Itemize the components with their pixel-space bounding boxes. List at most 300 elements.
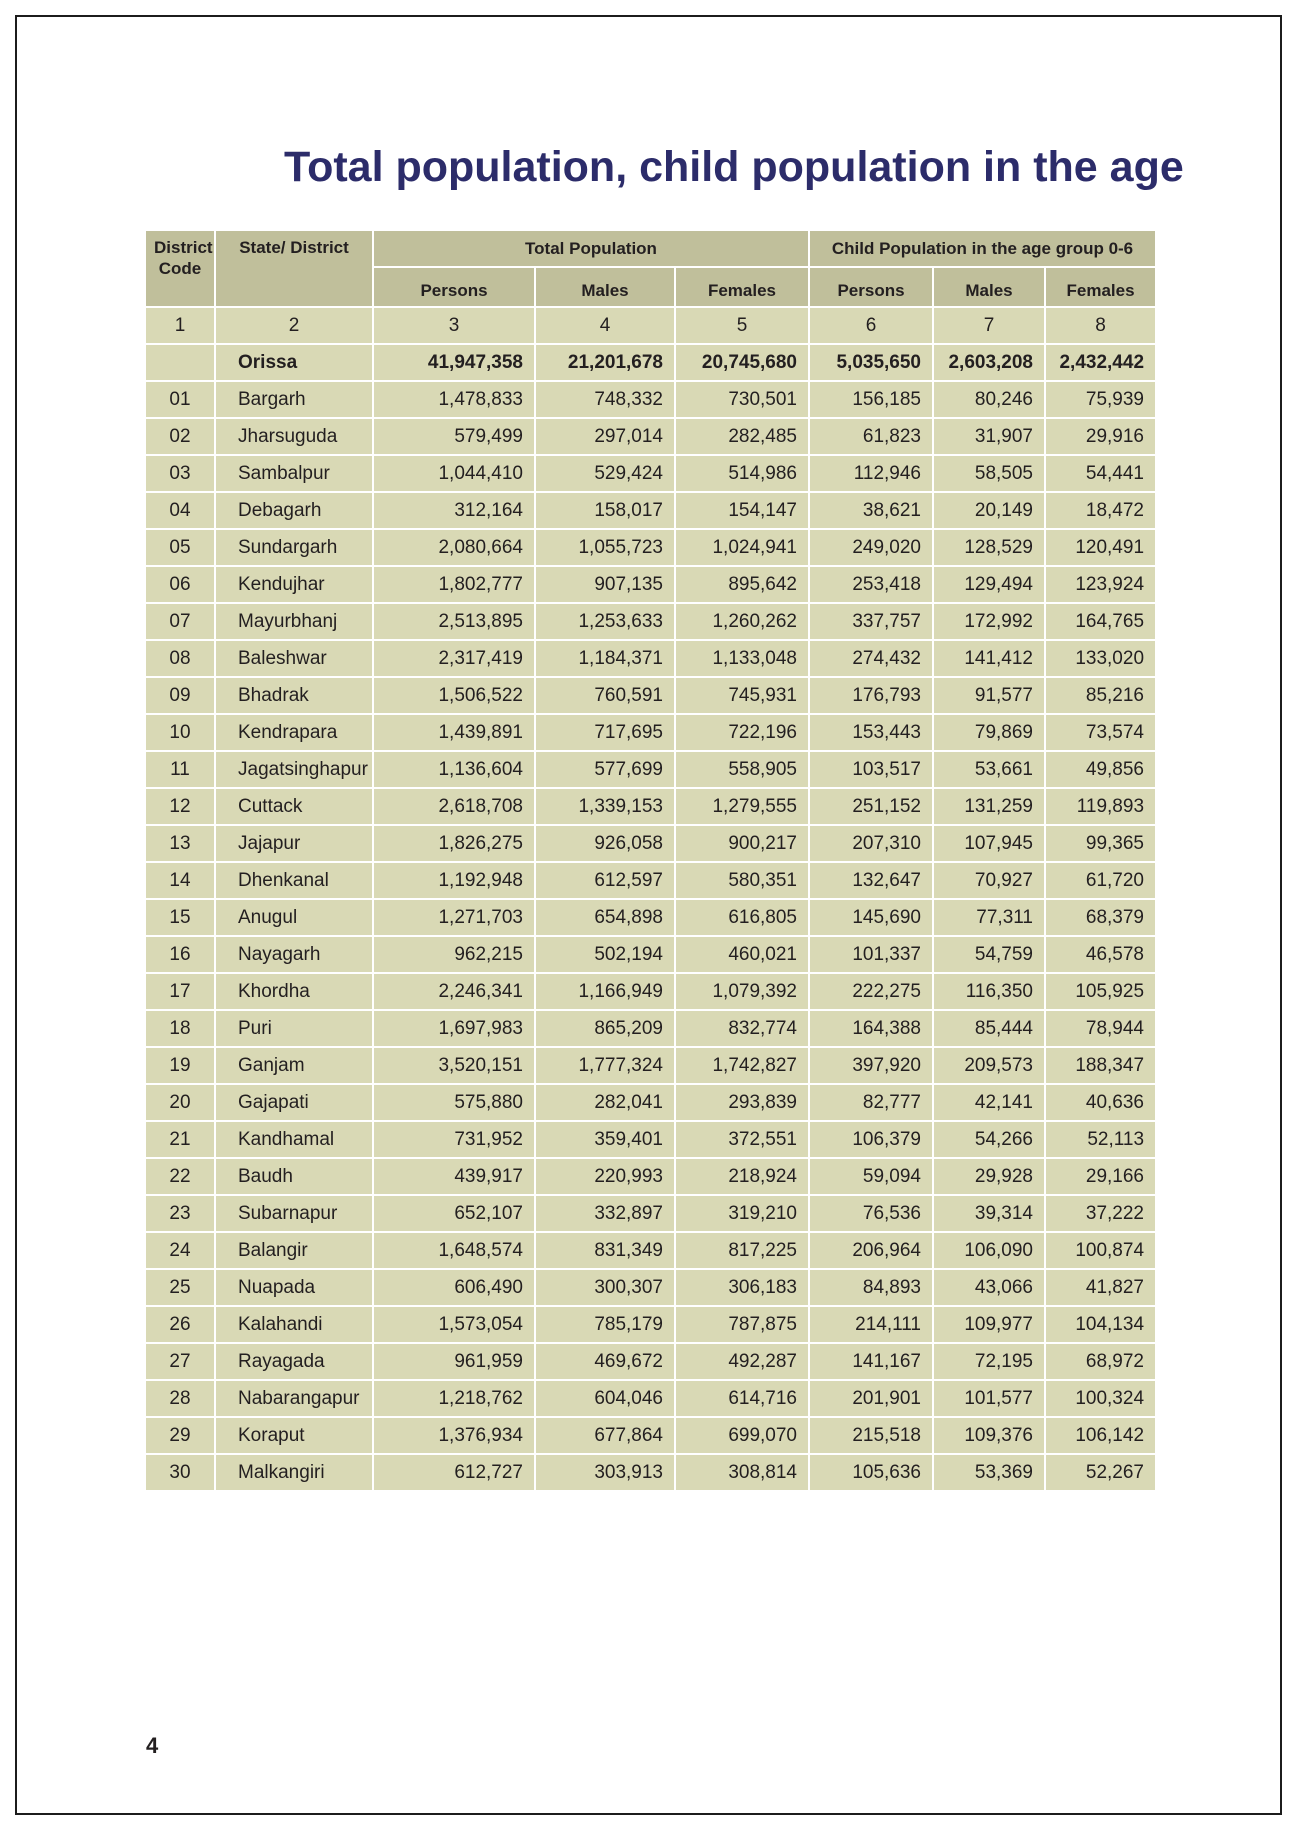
- table-row: [145, 1380, 1156, 1417]
- header-total-males: Males: [535, 267, 675, 307]
- total-persons-cell: 1,192,948: [373, 862, 535, 899]
- child-males-cell: 53,661: [933, 751, 1045, 788]
- total-females-cell: 580,351: [675, 862, 809, 899]
- child-persons-cell: 251,152: [809, 788, 933, 825]
- child-males-cell: 80,246: [933, 381, 1045, 418]
- child-females-cell: 37,222: [1045, 1195, 1156, 1232]
- total-females-cell: 154,147: [675, 492, 809, 529]
- table-row: [145, 1010, 1156, 1047]
- table-row: [145, 1084, 1156, 1121]
- total-persons-cell: 2,513,895: [373, 603, 535, 640]
- child-females-cell: 133,020: [1045, 640, 1156, 677]
- column-number: 2: [215, 307, 373, 344]
- total-persons-cell: 1,648,574: [373, 1232, 535, 1269]
- total-persons-cell: 2,317,419: [373, 640, 535, 677]
- total-persons-cell: 2,246,341: [373, 973, 535, 1010]
- district-code-cell: 08: [145, 640, 215, 677]
- total-persons-cell: 1,506,522: [373, 677, 535, 714]
- district-name-cell: Kandhamal: [215, 1121, 373, 1158]
- child-females-cell: 68,379: [1045, 899, 1156, 936]
- child-males-cell: 128,529: [933, 529, 1045, 566]
- total-persons-cell: 1,218,762: [373, 1380, 535, 1417]
- child-persons-cell: 176,793: [809, 677, 933, 714]
- child-persons-cell: 153,443: [809, 714, 933, 751]
- child-males-cell: 109,977: [933, 1306, 1045, 1343]
- child-females-cell: 41,827: [1045, 1269, 1156, 1306]
- child-males-cell: 209,573: [933, 1047, 1045, 1084]
- district-name-cell: Bargarh: [215, 381, 373, 418]
- total-females-cell: 460,021: [675, 936, 809, 973]
- district-name-cell: Kendrapara: [215, 714, 373, 751]
- child-males-cell: 39,314: [933, 1195, 1045, 1232]
- child-persons-cell: 59,094: [809, 1158, 933, 1195]
- child-females-cell: 73,574: [1045, 714, 1156, 751]
- district-code-cell: 27: [145, 1343, 215, 1380]
- district-name-cell: Malkangiri: [215, 1454, 373, 1491]
- child-persons-cell: 82,777: [809, 1084, 933, 1121]
- district-name-cell: Subarnapur: [215, 1195, 373, 1232]
- state-total-females: 20,745,680: [675, 344, 809, 381]
- child-females-cell: 75,939: [1045, 381, 1156, 418]
- table-row: [145, 418, 1156, 455]
- child-males-cell: 72,195: [933, 1343, 1045, 1380]
- district-name-cell: Anugul: [215, 899, 373, 936]
- child-persons-cell: 337,757: [809, 603, 933, 640]
- child-females-cell: 100,324: [1045, 1380, 1156, 1417]
- child-persons-cell: 38,621: [809, 492, 933, 529]
- child-females-cell: 46,578: [1045, 936, 1156, 973]
- child-males-cell: 54,759: [933, 936, 1045, 973]
- total-males-cell: 604,046: [535, 1380, 675, 1417]
- table-row: [145, 677, 1156, 714]
- child-persons-cell: 61,823: [809, 418, 933, 455]
- page-number: 4: [146, 1733, 159, 1758]
- total-persons-cell: 961,959: [373, 1343, 535, 1380]
- total-persons-cell: 2,080,664: [373, 529, 535, 566]
- child-persons-cell: 164,388: [809, 1010, 933, 1047]
- district-name-cell: Nuapada: [215, 1269, 373, 1306]
- child-persons-cell: 103,517: [809, 751, 933, 788]
- district-code-cell: 26: [145, 1306, 215, 1343]
- table-row: [145, 825, 1156, 862]
- total-males-cell: 282,041: [535, 1084, 675, 1121]
- district-name-cell: Puri: [215, 1010, 373, 1047]
- district-name-cell: Baleshwar: [215, 640, 373, 677]
- district-name-cell: Dhenkanal: [215, 862, 373, 899]
- district-code-cell: 14: [145, 862, 215, 899]
- child-females-cell: 105,925: [1045, 973, 1156, 1010]
- district-name-cell: Ganjam: [215, 1047, 373, 1084]
- child-males-cell: 131,259: [933, 788, 1045, 825]
- total-females-cell: 614,716: [675, 1380, 809, 1417]
- column-number: 6: [809, 307, 933, 344]
- total-females-cell: 895,642: [675, 566, 809, 603]
- district-code-cell: 03: [145, 455, 215, 492]
- district-name-cell: Debagarh: [215, 492, 373, 529]
- child-females-cell: 106,142: [1045, 1417, 1156, 1454]
- total-persons-cell: 1,439,891: [373, 714, 535, 751]
- total-females-cell: 817,225: [675, 1232, 809, 1269]
- total-persons-cell: 439,917: [373, 1158, 535, 1195]
- total-males-cell: 785,179: [535, 1306, 675, 1343]
- child-males-cell: 109,376: [933, 1417, 1045, 1454]
- child-females-cell: 49,856: [1045, 751, 1156, 788]
- district-name-cell: Mayurbhanj: [215, 603, 373, 640]
- table-row: [145, 603, 1156, 640]
- total-persons-cell: 579,499: [373, 418, 535, 455]
- child-females-cell: 78,944: [1045, 1010, 1156, 1047]
- child-females-cell: 18,472: [1045, 492, 1156, 529]
- column-number-row: [145, 307, 1156, 344]
- district-code-cell: 23: [145, 1195, 215, 1232]
- total-males-cell: 907,135: [535, 566, 675, 603]
- total-females-cell: 699,070: [675, 1417, 809, 1454]
- table-row: [145, 1158, 1156, 1195]
- district-name-cell: Koraput: [215, 1417, 373, 1454]
- table-row: [145, 492, 1156, 529]
- district-name-cell: Kendujhar: [215, 566, 373, 603]
- child-males-cell: 43,066: [933, 1269, 1045, 1306]
- total-males-cell: 1,166,949: [535, 973, 675, 1010]
- child-males-cell: 31,907: [933, 418, 1045, 455]
- district-name-cell: Jajapur: [215, 825, 373, 862]
- total-females-cell: 293,839: [675, 1084, 809, 1121]
- child-males-cell: 107,945: [933, 825, 1045, 862]
- district-name-cell: Jharsuguda: [215, 418, 373, 455]
- district-name-cell: Sambalpur: [215, 455, 373, 492]
- district-code-cell: 13: [145, 825, 215, 862]
- child-males-cell: 106,090: [933, 1232, 1045, 1269]
- table-row: [145, 1232, 1156, 1269]
- district-name-cell: Gajapati: [215, 1084, 373, 1121]
- total-females-cell: 282,485: [675, 418, 809, 455]
- column-number: 1: [145, 307, 215, 344]
- total-males-cell: 220,993: [535, 1158, 675, 1195]
- total-males-cell: 831,349: [535, 1232, 675, 1269]
- child-males-cell: 53,369: [933, 1454, 1045, 1491]
- child-persons-cell: 397,920: [809, 1047, 933, 1084]
- total-males-cell: 502,194: [535, 936, 675, 973]
- district-code-cell: 10: [145, 714, 215, 751]
- column-number: 8: [1045, 307, 1156, 344]
- district-code-cell: 20: [145, 1084, 215, 1121]
- total-males-cell: 1,777,324: [535, 1047, 675, 1084]
- child-persons-cell: 105,636: [809, 1454, 933, 1491]
- child-females-cell: 104,134: [1045, 1306, 1156, 1343]
- table-row: [145, 381, 1156, 418]
- child-persons-cell: 207,310: [809, 825, 933, 862]
- total-females-cell: 372,551: [675, 1121, 809, 1158]
- table-row: [145, 751, 1156, 788]
- total-males-cell: 748,332: [535, 381, 675, 418]
- child-persons-cell: 84,893: [809, 1269, 933, 1306]
- total-persons-cell: 731,952: [373, 1121, 535, 1158]
- header-total-females: Females: [675, 267, 809, 307]
- header-child-males: Males: [933, 267, 1045, 307]
- total-males-cell: 760,591: [535, 677, 675, 714]
- total-males-cell: 612,597: [535, 862, 675, 899]
- district-code-cell: 07: [145, 603, 215, 640]
- child-males-cell: 58,505: [933, 455, 1045, 492]
- child-persons-cell: 214,111: [809, 1306, 933, 1343]
- header-child-persons: Persons: [809, 267, 933, 307]
- child-males-cell: 91,577: [933, 677, 1045, 714]
- total-females-cell: 308,814: [675, 1454, 809, 1491]
- total-females-cell: 558,905: [675, 751, 809, 788]
- total-females-cell: 306,183: [675, 1269, 809, 1306]
- total-persons-cell: 1,573,054: [373, 1306, 535, 1343]
- total-females-cell: 616,805: [675, 899, 809, 936]
- total-females-cell: 787,875: [675, 1306, 809, 1343]
- total-females-cell: 514,986: [675, 455, 809, 492]
- header-state-district: State/ District: [215, 230, 373, 307]
- child-persons-cell: 106,379: [809, 1121, 933, 1158]
- table-row: [145, 862, 1156, 899]
- child-females-cell: 61,720: [1045, 862, 1156, 899]
- child-females-cell: 123,924: [1045, 566, 1156, 603]
- total-persons-cell: 606,490: [373, 1269, 535, 1306]
- district-code-cell: 16: [145, 936, 215, 973]
- total-persons-cell: 1,136,604: [373, 751, 535, 788]
- district-name-cell: Cuttack: [215, 788, 373, 825]
- header-total-population: Total Population: [373, 230, 809, 267]
- child-males-cell: 70,927: [933, 862, 1045, 899]
- total-males-cell: 359,401: [535, 1121, 675, 1158]
- child-persons-cell: 215,518: [809, 1417, 933, 1454]
- header-total-persons: Persons: [373, 267, 535, 307]
- table-row: [145, 899, 1156, 936]
- child-males-cell: 20,149: [933, 492, 1045, 529]
- total-females-cell: 1,260,262: [675, 603, 809, 640]
- total-males-cell: 654,898: [535, 899, 675, 936]
- table-row: [145, 640, 1156, 677]
- total-females-cell: 1,279,555: [675, 788, 809, 825]
- table-row: [145, 1195, 1156, 1232]
- total-males-cell: 717,695: [535, 714, 675, 751]
- total-persons-cell: 1,271,703: [373, 899, 535, 936]
- table-row: [145, 529, 1156, 566]
- child-females-cell: 40,636: [1045, 1084, 1156, 1121]
- district-name-cell: Rayagada: [215, 1343, 373, 1380]
- child-males-cell: 42,141: [933, 1084, 1045, 1121]
- total-males-cell: 1,055,723: [535, 529, 675, 566]
- state-child-males: 2,603,208: [933, 344, 1045, 381]
- district-code-cell: 06: [145, 566, 215, 603]
- child-females-cell: 119,893: [1045, 788, 1156, 825]
- district-name-cell: Balangir: [215, 1232, 373, 1269]
- district-code-cell: 30: [145, 1454, 215, 1491]
- total-females-cell: 900,217: [675, 825, 809, 862]
- district-code-cell: 04: [145, 492, 215, 529]
- district-name-cell: Nabarangapur: [215, 1380, 373, 1417]
- total-males-cell: 1,184,371: [535, 640, 675, 677]
- total-persons-cell: 1,044,410: [373, 455, 535, 492]
- total-persons-cell: 2,618,708: [373, 788, 535, 825]
- child-persons-cell: 274,432: [809, 640, 933, 677]
- total-females-cell: 218,924: [675, 1158, 809, 1195]
- total-males-cell: 577,699: [535, 751, 675, 788]
- total-females-cell: 745,931: [675, 677, 809, 714]
- district-name-cell: Nayagarh: [215, 936, 373, 973]
- total-persons-cell: 1,826,275: [373, 825, 535, 862]
- child-persons-cell: 145,690: [809, 899, 933, 936]
- total-females-cell: 722,196: [675, 714, 809, 751]
- district-name-cell: Jagatsinghapur: [215, 751, 373, 788]
- column-number: 5: [675, 307, 809, 344]
- district-code-cell: 01: [145, 381, 215, 418]
- child-females-cell: 100,874: [1045, 1232, 1156, 1269]
- total-females-cell: 1,079,392: [675, 973, 809, 1010]
- total-males-cell: 677,864: [535, 1417, 675, 1454]
- child-females-cell: 188,347: [1045, 1047, 1156, 1084]
- child-persons-cell: 206,964: [809, 1232, 933, 1269]
- table-row: [145, 1343, 1156, 1380]
- child-females-cell: 85,216: [1045, 677, 1156, 714]
- population-table: [144, 229, 1157, 1492]
- total-males-cell: 865,209: [535, 1010, 675, 1047]
- total-females-cell: 1,133,048: [675, 640, 809, 677]
- district-code-cell: 19: [145, 1047, 215, 1084]
- child-persons-cell: 222,275: [809, 973, 933, 1010]
- child-females-cell: 164,765: [1045, 603, 1156, 640]
- total-males-cell: 1,339,153: [535, 788, 675, 825]
- total-persons-cell: 3,520,151: [373, 1047, 535, 1084]
- child-males-cell: 85,444: [933, 1010, 1045, 1047]
- state-total-persons: 41,947,358: [373, 344, 535, 381]
- state-code-cell: [145, 344, 215, 381]
- child-persons-cell: 141,167: [809, 1343, 933, 1380]
- total-females-cell: 730,501: [675, 381, 809, 418]
- table-row: [145, 566, 1156, 603]
- total-males-cell: 529,424: [535, 455, 675, 492]
- header-district-code: District Code: [145, 230, 215, 307]
- child-females-cell: 52,267: [1045, 1454, 1156, 1491]
- district-name-cell: Bhadrak: [215, 677, 373, 714]
- district-code-cell: 12: [145, 788, 215, 825]
- district-name-cell: Sundargarh: [215, 529, 373, 566]
- table-row: [145, 1047, 1156, 1084]
- district-code-cell: 02: [145, 418, 215, 455]
- table-row: [145, 788, 1156, 825]
- total-persons-cell: 652,107: [373, 1195, 535, 1232]
- child-persons-cell: 112,946: [809, 455, 933, 492]
- district-code-cell: 21: [145, 1121, 215, 1158]
- total-females-cell: 1,024,941: [675, 529, 809, 566]
- total-males-cell: 300,307: [535, 1269, 675, 1306]
- child-males-cell: 79,869: [933, 714, 1045, 751]
- child-persons-cell: 101,337: [809, 936, 933, 973]
- child-males-cell: 54,266: [933, 1121, 1045, 1158]
- child-males-cell: 172,992: [933, 603, 1045, 640]
- total-persons-cell: 1,478,833: [373, 381, 535, 418]
- child-females-cell: 68,972: [1045, 1343, 1156, 1380]
- child-males-cell: 116,350: [933, 973, 1045, 1010]
- total-persons-cell: 1,697,983: [373, 1010, 535, 1047]
- district-code-cell: 11: [145, 751, 215, 788]
- child-females-cell: 52,113: [1045, 1121, 1156, 1158]
- table-row: [145, 714, 1156, 751]
- total-persons-cell: 962,215: [373, 936, 535, 973]
- total-persons-cell: 612,727: [373, 1454, 535, 1491]
- total-females-cell: 832,774: [675, 1010, 809, 1047]
- child-males-cell: 77,311: [933, 899, 1045, 936]
- child-males-cell: 29,928: [933, 1158, 1045, 1195]
- table-row: [145, 1121, 1156, 1158]
- district-code-cell: 05: [145, 529, 215, 566]
- table-row: [145, 936, 1156, 973]
- district-code-cell: 24: [145, 1232, 215, 1269]
- column-number: 3: [373, 307, 535, 344]
- district-code-cell: 22: [145, 1158, 215, 1195]
- total-males-cell: 926,058: [535, 825, 675, 862]
- state-total-row: [145, 344, 1156, 381]
- child-females-cell: 120,491: [1045, 529, 1156, 566]
- column-number: 7: [933, 307, 1045, 344]
- total-males-cell: 332,897: [535, 1195, 675, 1232]
- child-persons-cell: 253,418: [809, 566, 933, 603]
- district-name-cell: Kalahandi: [215, 1306, 373, 1343]
- district-code-cell: 09: [145, 677, 215, 714]
- table-row: [145, 973, 1156, 1010]
- district-code-cell: 29: [145, 1417, 215, 1454]
- total-males-cell: 1,253,633: [535, 603, 675, 640]
- state-child-females: 2,432,442: [1045, 344, 1156, 381]
- total-males-cell: 469,672: [535, 1343, 675, 1380]
- page-title: Total population, child population in the age: [284, 143, 1184, 191]
- child-males-cell: 101,577: [933, 1380, 1045, 1417]
- child-persons-cell: 132,647: [809, 862, 933, 899]
- table-row: [145, 1269, 1156, 1306]
- state-name-cell: Orissa: [215, 344, 373, 381]
- total-males-cell: 303,913: [535, 1454, 675, 1491]
- total-persons-cell: 1,376,934: [373, 1417, 535, 1454]
- child-females-cell: 29,166: [1045, 1158, 1156, 1195]
- child-persons-cell: 156,185: [809, 381, 933, 418]
- child-persons-cell: 249,020: [809, 529, 933, 566]
- table-row: [145, 1454, 1156, 1491]
- district-code-cell: 15: [145, 899, 215, 936]
- header-child-females: Females: [1045, 267, 1156, 307]
- total-males-cell: 297,014: [535, 418, 675, 455]
- child-persons-cell: 76,536: [809, 1195, 933, 1232]
- child-females-cell: 54,441: [1045, 455, 1156, 492]
- column-number: 4: [535, 307, 675, 344]
- total-persons-cell: 312,164: [373, 492, 535, 529]
- total-females-cell: 319,210: [675, 1195, 809, 1232]
- total-females-cell: 492,287: [675, 1343, 809, 1380]
- district-name-cell: Khordha: [215, 973, 373, 1010]
- child-females-cell: 99,365: [1045, 825, 1156, 862]
- child-persons-cell: 201,901: [809, 1380, 933, 1417]
- total-persons-cell: 1,802,777: [373, 566, 535, 603]
- district-code-cell: 18: [145, 1010, 215, 1047]
- district-name-cell: Baudh: [215, 1158, 373, 1195]
- table-row: [145, 1306, 1156, 1343]
- state-total-males: 21,201,678: [535, 344, 675, 381]
- total-persons-cell: 575,880: [373, 1084, 535, 1121]
- state-child-persons: 5,035,650: [809, 344, 933, 381]
- district-code-cell: 17: [145, 973, 215, 1010]
- table-row: [145, 455, 1156, 492]
- child-females-cell: 29,916: [1045, 418, 1156, 455]
- total-females-cell: 1,742,827: [675, 1047, 809, 1084]
- table-row: [145, 1417, 1156, 1454]
- child-males-cell: 141,412: [933, 640, 1045, 677]
- district-code-cell: 28: [145, 1380, 215, 1417]
- header-child-population: Child Population in the age group 0-6: [809, 230, 1156, 267]
- district-code-cell: 25: [145, 1269, 215, 1306]
- total-males-cell: 158,017: [535, 492, 675, 529]
